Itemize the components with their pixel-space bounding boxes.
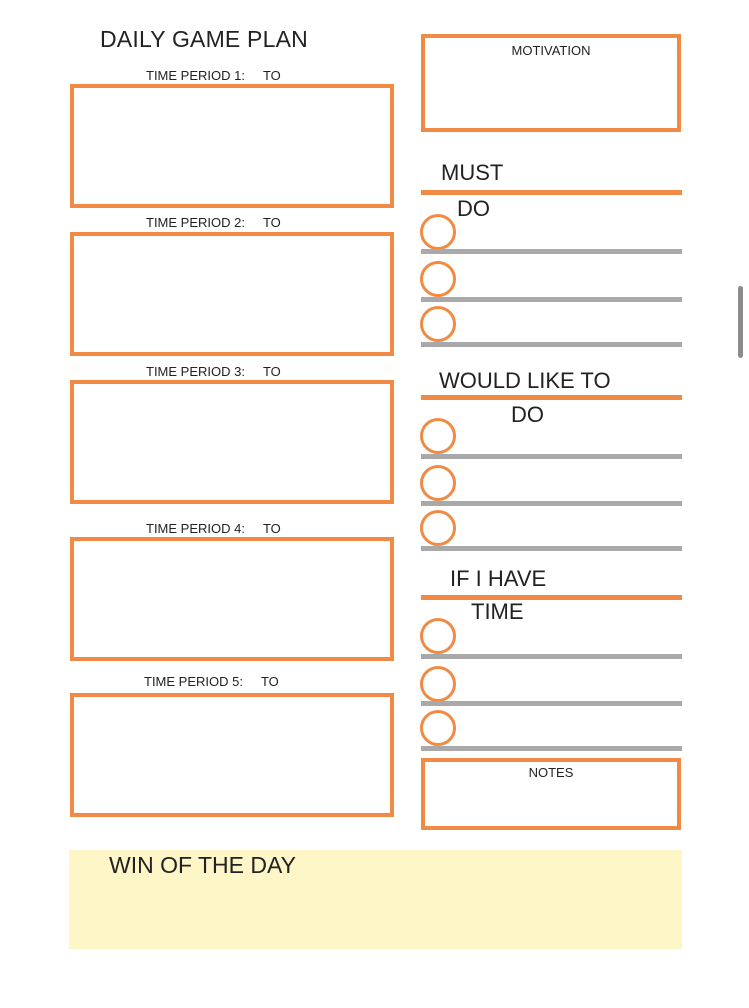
if-time-checkbox-3[interactable]	[420, 710, 456, 746]
if-time-checkbox-2[interactable]	[420, 666, 456, 702]
if-time-rule	[421, 595, 682, 600]
time-period-5-label: TIME PERIOD 5: TO	[144, 674, 279, 689]
would-like-line-2	[421, 501, 682, 506]
must-do-line-3	[421, 342, 682, 347]
must-do-line-2	[421, 297, 682, 302]
time-period-5-box[interactable]	[70, 693, 394, 817]
notes-box[interactable]	[421, 758, 681, 830]
must-do-line-1	[421, 249, 682, 254]
win-of-the-day-panel[interactable]	[69, 850, 682, 949]
time-period-3-box[interactable]	[70, 380, 394, 504]
would-like-checkbox-1[interactable]	[420, 418, 456, 454]
if-time-line-3	[421, 746, 682, 751]
must-do-rule	[421, 190, 682, 195]
notes-label: NOTES	[528, 765, 574, 780]
must-do-checkbox-1[interactable]	[420, 214, 456, 250]
would-like-rule	[421, 395, 682, 400]
must-do-checkbox-3[interactable]	[420, 306, 456, 342]
if-time-checkbox-1[interactable]	[420, 618, 456, 654]
would-like-heading-2: DO	[511, 402, 544, 427]
would-like-line-3	[421, 546, 682, 551]
time-period-3-label: TIME PERIOD 3: TO	[146, 364, 281, 379]
time-period-4-box[interactable]	[70, 537, 394, 661]
motivation-label: MOTIVATION	[511, 43, 591, 58]
if-time-line-2	[421, 701, 682, 706]
would-like-checkbox-2[interactable]	[420, 465, 456, 501]
page-title: DAILY GAME PLAN	[100, 26, 308, 52]
time-period-1-box[interactable]	[70, 84, 394, 208]
must-do-heading-2: DO	[457, 196, 490, 221]
would-like-checkbox-3[interactable]	[420, 510, 456, 546]
if-time-heading-2: TIME	[471, 599, 524, 624]
must-do-heading: MUST	[441, 160, 504, 185]
if-time-line-1	[421, 654, 682, 659]
motivation-box[interactable]	[421, 34, 681, 132]
must-do-checkbox-2[interactable]	[420, 261, 456, 297]
time-period-4-label: TIME PERIOD 4: TO	[146, 521, 281, 536]
if-time-heading: IF I HAVE	[450, 566, 547, 591]
time-period-2-box[interactable]	[70, 232, 394, 356]
win-of-the-day-label: WIN OF THE DAY	[109, 852, 296, 878]
would-like-heading: WOULD LIKE TO	[439, 368, 611, 393]
would-like-line-1	[421, 454, 682, 459]
time-period-1-label: TIME PERIOD 1: TO	[146, 68, 281, 83]
scrollbar-thumb[interactable]	[738, 286, 743, 358]
time-period-2-label: TIME PERIOD 2: TO	[146, 215, 281, 230]
